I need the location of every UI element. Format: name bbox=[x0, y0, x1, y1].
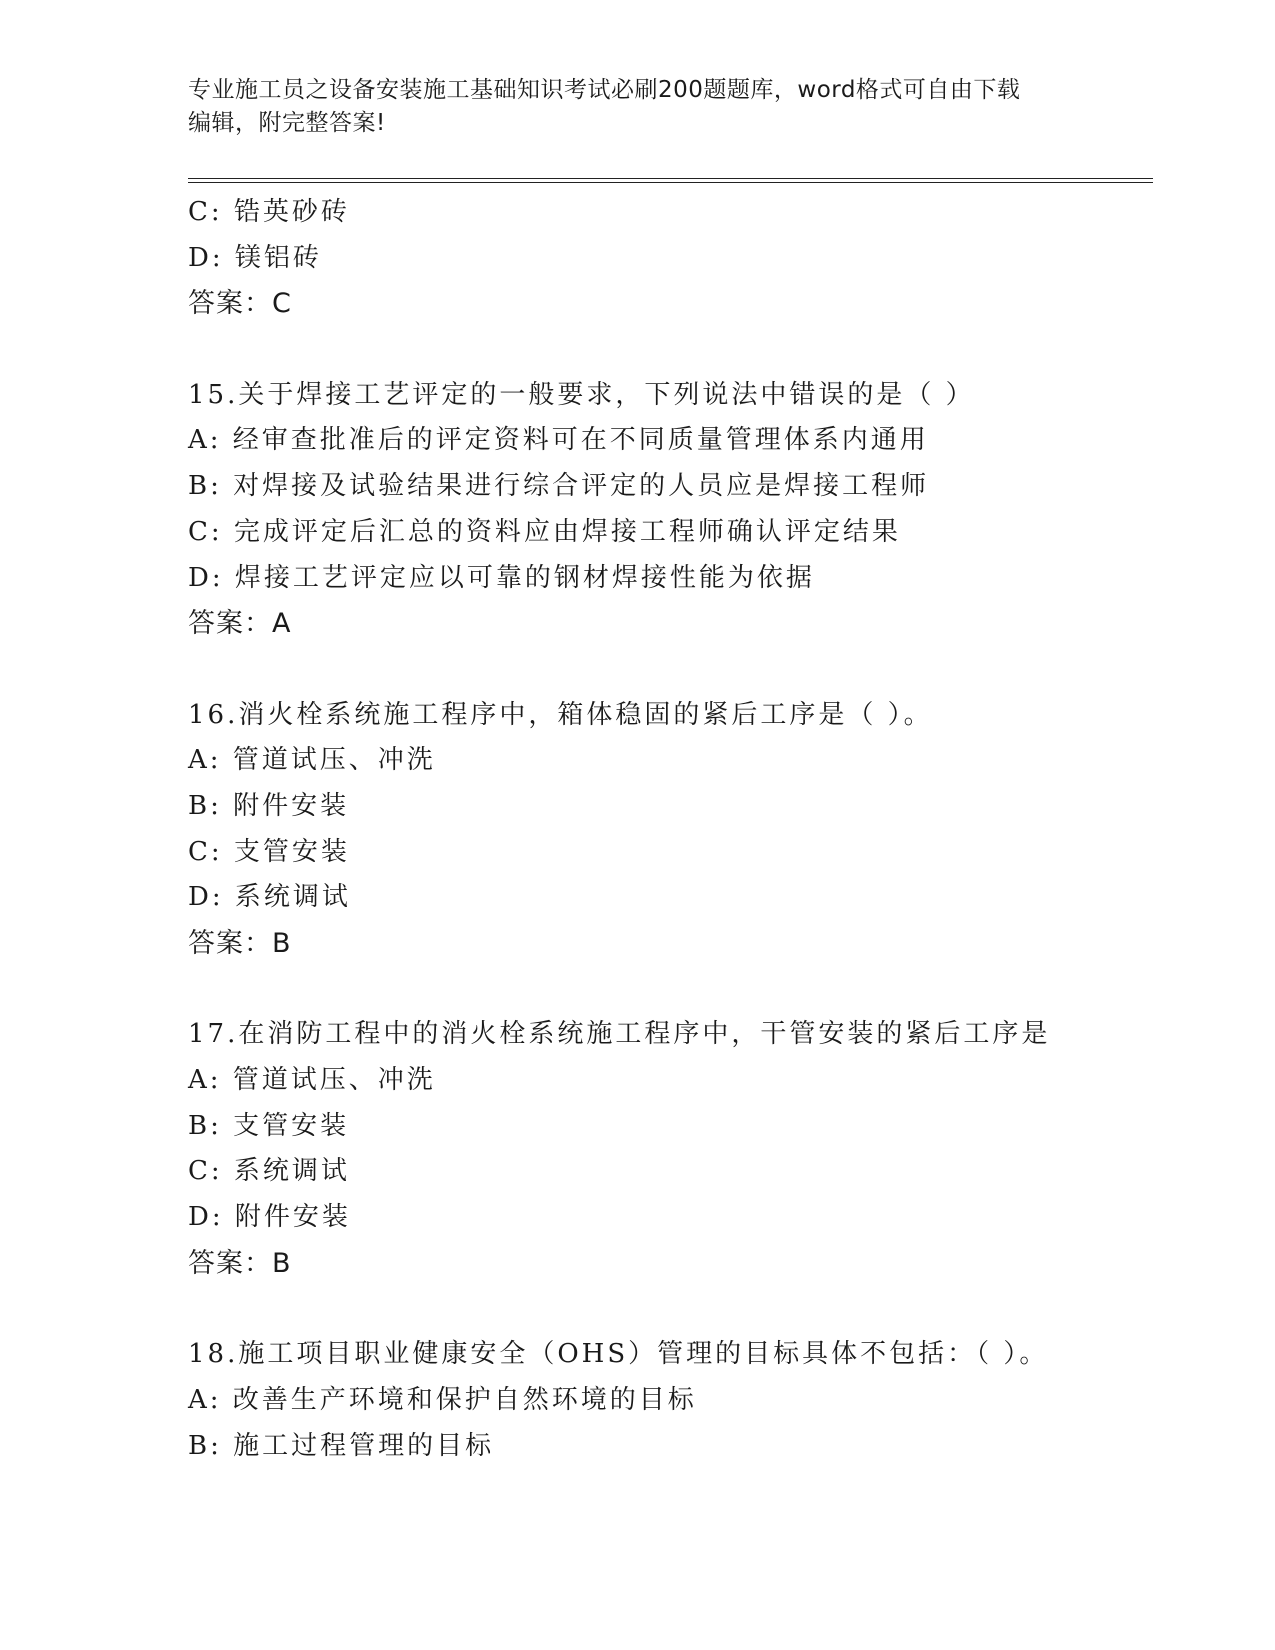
question-stem: 17.在消防工程中的消火栓系统施工程序中，干管安装的紧后工序是 bbox=[188, 1019, 1051, 1050]
option-a: A: 管道试压、冲洗 bbox=[188, 745, 436, 776]
answer: 答案：B bbox=[188, 1247, 292, 1279]
header-divider-top bbox=[188, 178, 1153, 179]
answer: 答案：C bbox=[188, 288, 292, 320]
question-list bbox=[188, 190, 1153, 1469]
question-17 bbox=[188, 1012, 1153, 1286]
question-18 bbox=[188, 1332, 1153, 1469]
header-divider-bottom bbox=[188, 182, 1153, 183]
option-b: B: 对焊接及试验结果进行综合评定的人员应是焊接工程师 bbox=[188, 471, 930, 502]
document-header bbox=[188, 74, 1088, 140]
question-fragment bbox=[188, 190, 1153, 327]
question-stem: 15.关于焊接工艺评定的一般要求，下列说法中错误的是（ ） bbox=[188, 379, 975, 410]
option-c: C: 锆英砂砖 bbox=[188, 197, 350, 227]
answer: 答案：B bbox=[188, 928, 292, 959]
spacer bbox=[188, 967, 1153, 1013]
question-16 bbox=[188, 693, 1153, 967]
option-b: B: 施工过程管理的目标 bbox=[188, 1430, 495, 1461]
option-d: D: 系统调试 bbox=[188, 882, 351, 913]
option-d: D: 焊接工艺评定应以可靠的钢材焊接性能为依据 bbox=[188, 562, 815, 593]
question-stem: 18.施工项目职业健康安全（OHS）管理的目标具体不包括：（ ）。 bbox=[188, 1339, 1049, 1370]
option-d: D: 附件安装 bbox=[188, 1202, 351, 1233]
header-title-line-1: 专业施工员之设备安装施工基础知识考试必刷200题题库，word格式可自由下载 bbox=[188, 77, 1021, 103]
question-stem: 16.消火栓系统施工程序中，箱体稳固的紧后工序是（ ）。 bbox=[188, 699, 933, 730]
spacer bbox=[188, 647, 1153, 693]
option-c: C: 完成评定后汇总的资料应由焊接工程师确认评定结果 bbox=[188, 516, 901, 547]
option-a: A: 经审查批准后的评定资料可在不同质量管理体系内通用 bbox=[188, 425, 929, 456]
spacer bbox=[188, 327, 1153, 373]
spacer bbox=[188, 1287, 1153, 1333]
option-a: A: 管道试压、冲洗 bbox=[188, 1065, 436, 1096]
option-b: B: 支管安装 bbox=[188, 1110, 350, 1141]
header-title-line-2: 编辑，附完整答案! bbox=[188, 110, 386, 136]
option-a: A: 改善生产环境和保护自然环境的目标 bbox=[188, 1384, 697, 1415]
question-15 bbox=[188, 373, 1153, 647]
option-d: D: 镁铝砖 bbox=[188, 242, 322, 273]
option-c: C: 支管安装 bbox=[188, 836, 350, 867]
option-c: C: 系统调试 bbox=[188, 1156, 350, 1187]
option-b: B: 附件安装 bbox=[188, 790, 350, 821]
answer: 答案：A bbox=[188, 608, 292, 640]
